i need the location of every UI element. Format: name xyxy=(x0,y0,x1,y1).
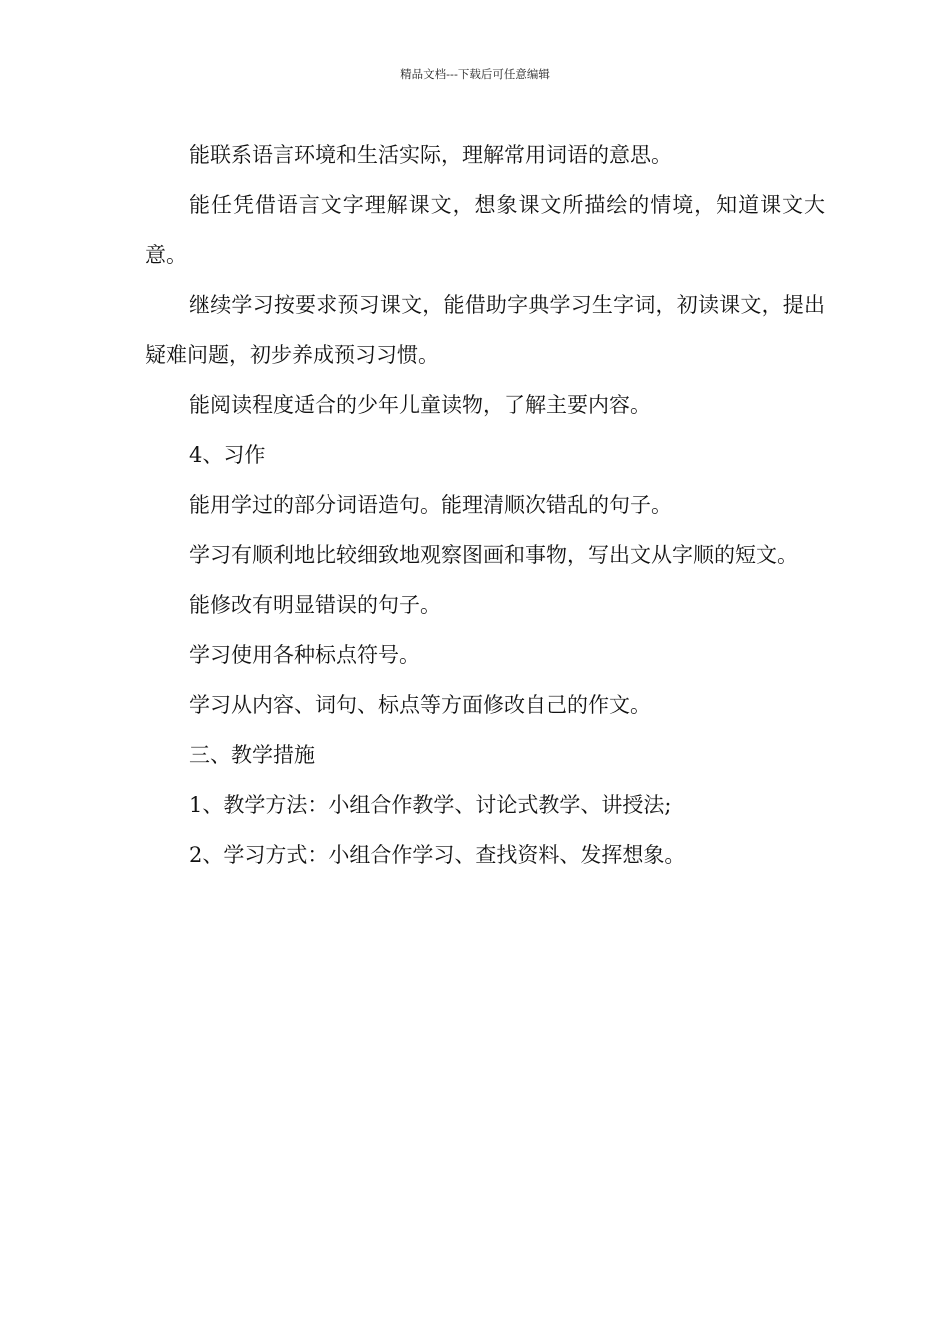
section-heading: 4、习作 xyxy=(189,443,266,467)
document-body xyxy=(145,130,825,880)
list-item: 2、学习方式：小组合作学习、查找资料、发挥想象。 xyxy=(189,843,686,867)
paragraph: 能阅读程度适合的少年儿童读物，了解主要内容。 xyxy=(189,393,651,417)
paragraph: 能联系语言环境和生活实际，理解常用词语的意思。 xyxy=(189,143,672,167)
paragraph: 能任凭借语言文字理解课文，想象课文所描绘的情境，知道课文大意。 xyxy=(145,193,825,267)
page-header: 精品文档---下载后可任意编辑 xyxy=(400,67,550,81)
paragraph: 学习使用各种标点符号。 xyxy=(189,643,420,667)
section-heading: 三、教学措施 xyxy=(189,743,315,767)
paragraph: 继续学习按要求预习课文，能借助字典学习生字词，初读课文，提出疑难问题，初步养成预习习惯。 xyxy=(145,293,825,367)
list-item: 1、教学方法：小组合作教学、讨论式教学、讲授法; xyxy=(189,793,672,817)
paragraph: 学习从内容、词句、标点等方面修改自己的作文。 xyxy=(189,693,651,717)
paragraph: 能用学过的部分词语造句。能理清顺次错乱的句子。 xyxy=(189,493,672,517)
paragraph: 能修改有明显错误的句子。 xyxy=(189,593,441,617)
paragraph: 学习有顺利地比较细致地观察图画和事物，写出文从字顺的短文。 xyxy=(189,543,798,567)
